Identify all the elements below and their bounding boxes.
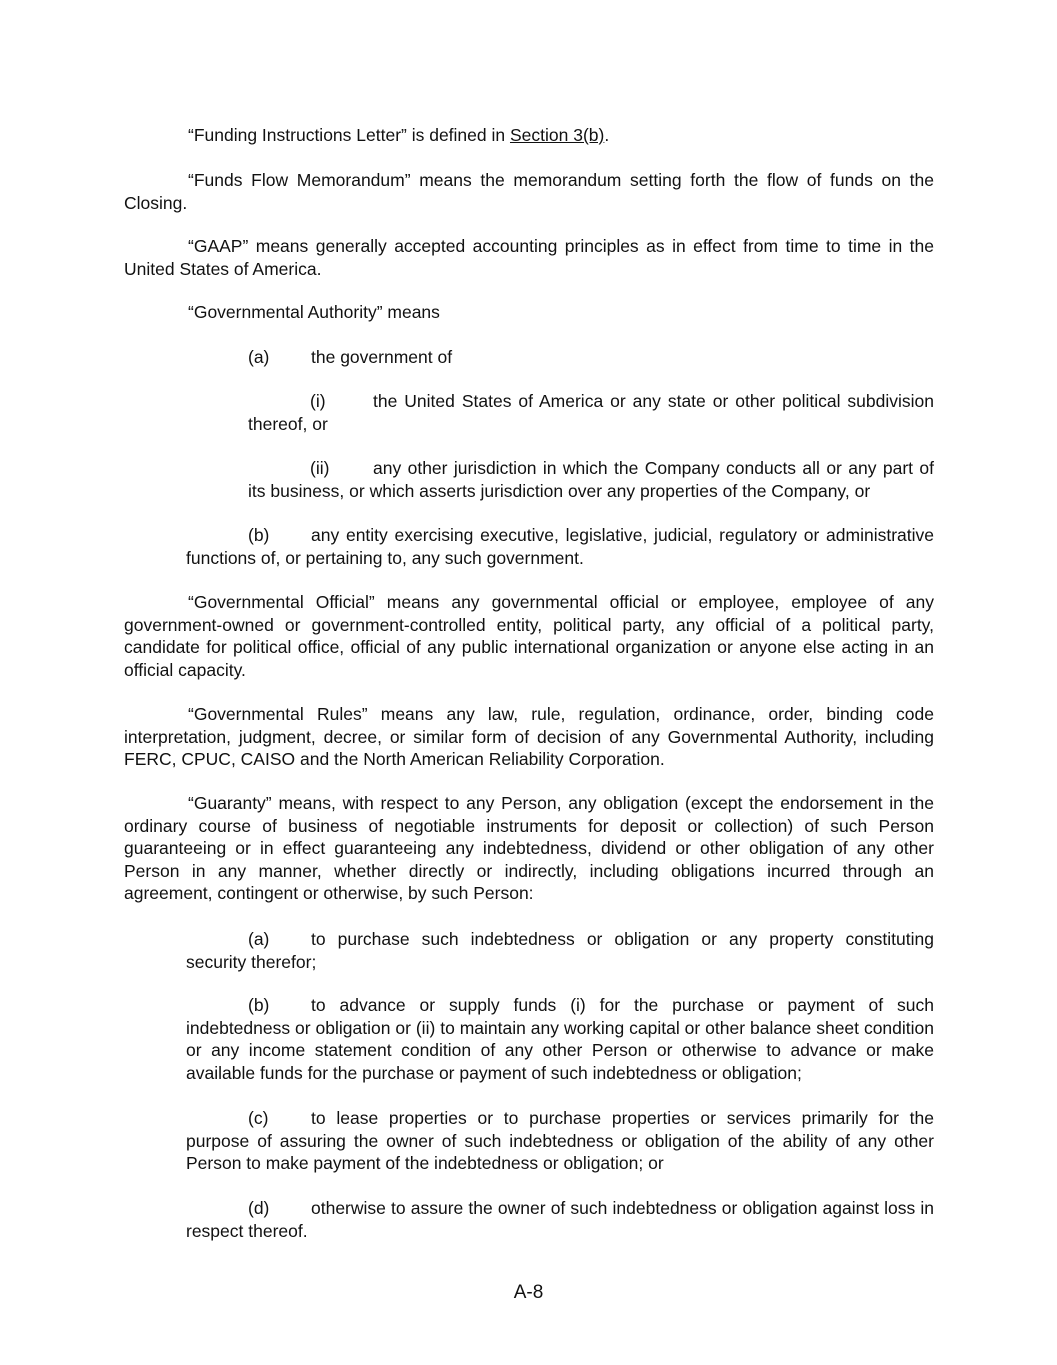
clause-label: (i) <box>310 391 326 411</box>
section-3b-link[interactable]: Section 3(b) <box>509 125 605 145</box>
clause-label: (b) <box>248 525 270 545</box>
clause-label: (c) <box>248 1108 269 1128</box>
definition-governmental-official <box>124 591 934 681</box>
clause-text: to advance or supply funds (i) for the purchase or payment of such indebtedness or obligation or (ii) to maintain any working capital or other balance sheet condition or any income statement condition of any other Person or otherwise to advance or make available funds for the purchase or payment of such indebtedness or obligation; <box>186 995 934 1083</box>
definition-governmental-rules <box>124 703 934 771</box>
defined-term: “GAAP” <box>188 236 249 256</box>
defined-term: “Funds Flow Memorandum” <box>188 170 411 190</box>
defined-term: “Governmental Rules” <box>188 704 368 724</box>
clause-label: (d) <box>248 1198 270 1218</box>
defined-term: “Funding Instructions Letter” <box>188 125 407 145</box>
clause-b-any-entity <box>186 524 934 569</box>
definition-funding-instructions-letter <box>124 124 934 147</box>
clause-text: to lease properties or to purchase properties or services primarily for the purpose of assuring the owner of such indebtedness or obligation of the ability of any other Person to make payment of the indebtedness or obligation; or <box>186 1108 934 1174</box>
definition-text: means <box>382 302 440 322</box>
clause-d-assure-owner <box>186 1197 934 1242</box>
definition-text: means any governmental official or employee, employee of any government-owned or government-controlled entity, political party, any official of a political party, candidate for political office, official of any public international organization or anyone else acting in an official capacity. <box>124 592 934 680</box>
clause-c-lease-properties <box>186 1107 934 1175</box>
clause-a-purchase <box>186 928 934 973</box>
definition-guaranty <box>124 792 934 905</box>
clause-text: otherwise to assure the owner of such indebtedness or obligation against loss in respect thereof. <box>186 1198 934 1241</box>
definition-text-end: . <box>604 125 610 145</box>
clause-label: (b) <box>248 995 270 1015</box>
definition-text: means the memorandum setting forth the flow of funds on the Closing. <box>124 170 934 213</box>
defined-term: “Governmental Official” <box>188 592 375 612</box>
clause-text: to purchase such indebtedness or obligation or any property constituting security therefor; <box>186 929 934 972</box>
definition-governmental-authority <box>124 301 934 324</box>
clause-text: the United States of America or any state or other political subdivision thereof, or <box>248 391 934 434</box>
definition-text: means, with respect to any Person, any obligation (except the endorsement in the ordinary course of business of negotiable instruments for deposit or collection) of such Person guaranteeing or in effect guaranteeing any indebtedness, dividend or other obligation of any other Person in any manner, whether directly or indirectly, including obligations incurred through an agreement, contingent or otherwise, by such Person: <box>124 793 934 904</box>
clause-ii-other-jurisdiction <box>248 457 934 502</box>
definition-text: is defined in <box>406 125 510 145</box>
definition-gaap <box>124 235 934 280</box>
clause-label: (a) <box>248 929 270 949</box>
clause-label: (a) <box>248 347 270 367</box>
clause-text: any other jurisdiction in which the Company conducts all or any part of its business, or which asserts jurisdiction over any properties of the Company, or <box>248 458 934 501</box>
clause-text: any entity exercising executive, legislative, judicial, regulatory or administrative functions of, or pertaining to, any such government. <box>186 525 934 568</box>
clause-text: the government of <box>311 347 453 367</box>
clause-label: (ii) <box>310 458 330 478</box>
defined-term: “Guaranty” <box>188 793 272 813</box>
clause-i-united-states <box>248 390 934 435</box>
clause-b-advance-funds <box>186 994 934 1084</box>
definition-text: means generally accepted accounting principles as in effect from time to time in the United States of America. <box>124 236 934 279</box>
page-number: A-8 <box>513 1282 544 1303</box>
definition-text: means any law, rule, regulation, ordinance, order, binding code interpretation, judgment, decree, or similar form of decision of any Governmental Authority, including FERC, CPUC, CAISO and the North American Reliability Corporation. <box>124 704 934 770</box>
defined-term: “Governmental Authority” <box>188 302 383 322</box>
definition-funds-flow-memorandum <box>124 169 934 214</box>
clause-a-government <box>248 346 934 369</box>
